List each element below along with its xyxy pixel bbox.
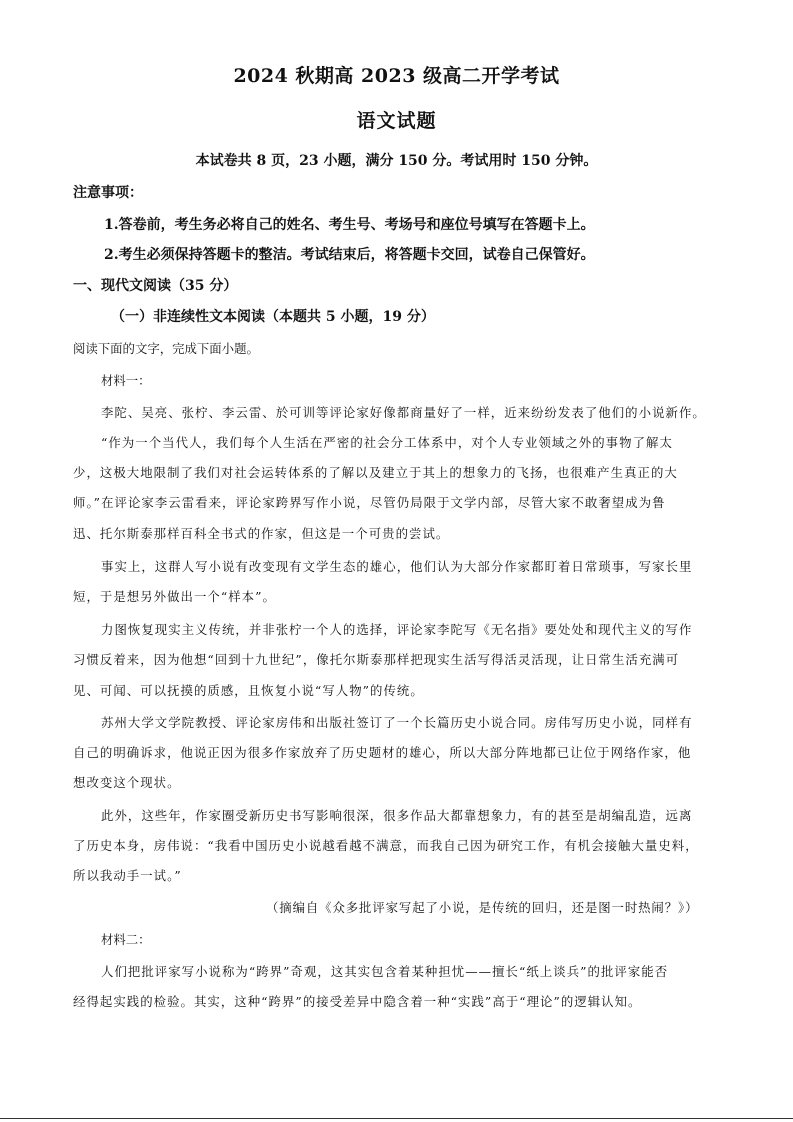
material1-line: 所以我动手一试。” bbox=[73, 868, 182, 883]
material1-line: 见、可闻、可以抚摸的质感，且恢复小说“写人物”的传统。 bbox=[73, 683, 424, 698]
material1-line: “作为一个当代人，我们每个人生活在严密的社会分工体系中，对个人专业领域之外的事物了解太 bbox=[101, 435, 673, 450]
exam-subject: 语文试题 bbox=[356, 110, 437, 132]
section-subheading: （一）非连续性文本阅读（本题共 5 小题，19 分） bbox=[111, 309, 435, 325]
material1-line: 此外，这些年，作家圈受新历史书写影响很深，很多作品大都靠想象力，有的甚至是胡编乱造，远离 bbox=[101, 808, 693, 823]
notice-item-2: 2.考生必须保持答题卡的整洁。考试结束后，将答题卡交回，试卷自己保管好。 bbox=[104, 247, 595, 263]
notice-item-1: 1.答卷前，考生务必将自己的姓名、考生号、考场号和座位号填写在答题卡上。 bbox=[104, 217, 595, 233]
material2-line: 人们把批评家写小说称为“跨界”奇观，这其实包含着某种担忧——擅长“纸上谈兵”的批评家能否 bbox=[101, 964, 669, 979]
material1-line: 了历史本身，房伟说：“我看中国历史小说越看越不满意，而我自己因为研究工作，有机会接触大量史料， bbox=[73, 838, 699, 853]
material1-line: 想改变这个现状。 bbox=[73, 775, 181, 790]
material1-line: 力图恢复现实主义传统，并非张柠一个人的选择，评论家李陀写《无名指》要处处和现代主义的写作 bbox=[101, 622, 693, 637]
material1-line: 李陀、吴亮、张柠、李云雷、於可训等评论家好像都商量好了一样，近来纷纷发表了他们的小说新作。 bbox=[101, 405, 706, 420]
exam-title: 2024 秋期高 2023 级高二开学考试 bbox=[233, 65, 560, 87]
material1-line: 事实上，这群人写小说有改变现有文学生态的雄心，他们认为大部分作家都盯着日常琐事，写家长里 bbox=[101, 559, 693, 574]
material1-line: 少，这极大地限制了我们对社会运转体系的了解以及建立于其上的想象力的飞扬，也很难产生真正的大 bbox=[73, 465, 678, 480]
material1-line: 师。”在评论家李云雷看来，评论家跨界写作小说，尽管仍局限于文学内部，尽管大家不敢奢望成为鲁 bbox=[73, 495, 666, 510]
material1-source: （摘编自《众多批评家写起了小说，是传统的回归，还是图一时热闹？》） bbox=[266, 900, 699, 915]
section-instruction: 阅读下面的文字，完成下面小题。 bbox=[73, 341, 259, 356]
material1-line: 习惯反着来，因为他想“回到十九世纪”，像托尔斯泰那样把现实生活写得活灵活现，让日常生活充满可 bbox=[73, 652, 680, 667]
material1-line: 短，于是想另外做出一个“样本”。 bbox=[73, 589, 276, 604]
material1-line: 苏州大学文学院教授、评论家房伟和出版社签订了一个长篇历史小说合同。房伟写历史小说，同样有 bbox=[101, 715, 693, 730]
exam-info: 本试卷共 8 页，23 小题，满分 150 分。考试用时 150 分钟。 bbox=[195, 153, 598, 169]
material1-line: 迅、托尔斯泰那样百科全书式的作家，但这是一个可贵的尝试。 bbox=[73, 526, 450, 541]
material1-line: 自己的明确诉求，他说正因为很多作家放弃了历史题材的雄心，所以大部分阵地都已让位于网络作家，他 bbox=[73, 745, 692, 760]
page-bottom-rule bbox=[0, 1118, 793, 1119]
material1-label: 材料一： bbox=[101, 373, 151, 388]
material2-line: 经得起实践的检验。其实，这种“跨界”的接受差异中隐含着一种“实践”高于“理论”的逻辑认知。 bbox=[73, 994, 642, 1009]
notice-heading: 注意事项： bbox=[73, 185, 143, 201]
material2-label: 材料二： bbox=[101, 932, 151, 947]
section-heading: 一、现代文阅读（35 分） bbox=[73, 278, 238, 294]
